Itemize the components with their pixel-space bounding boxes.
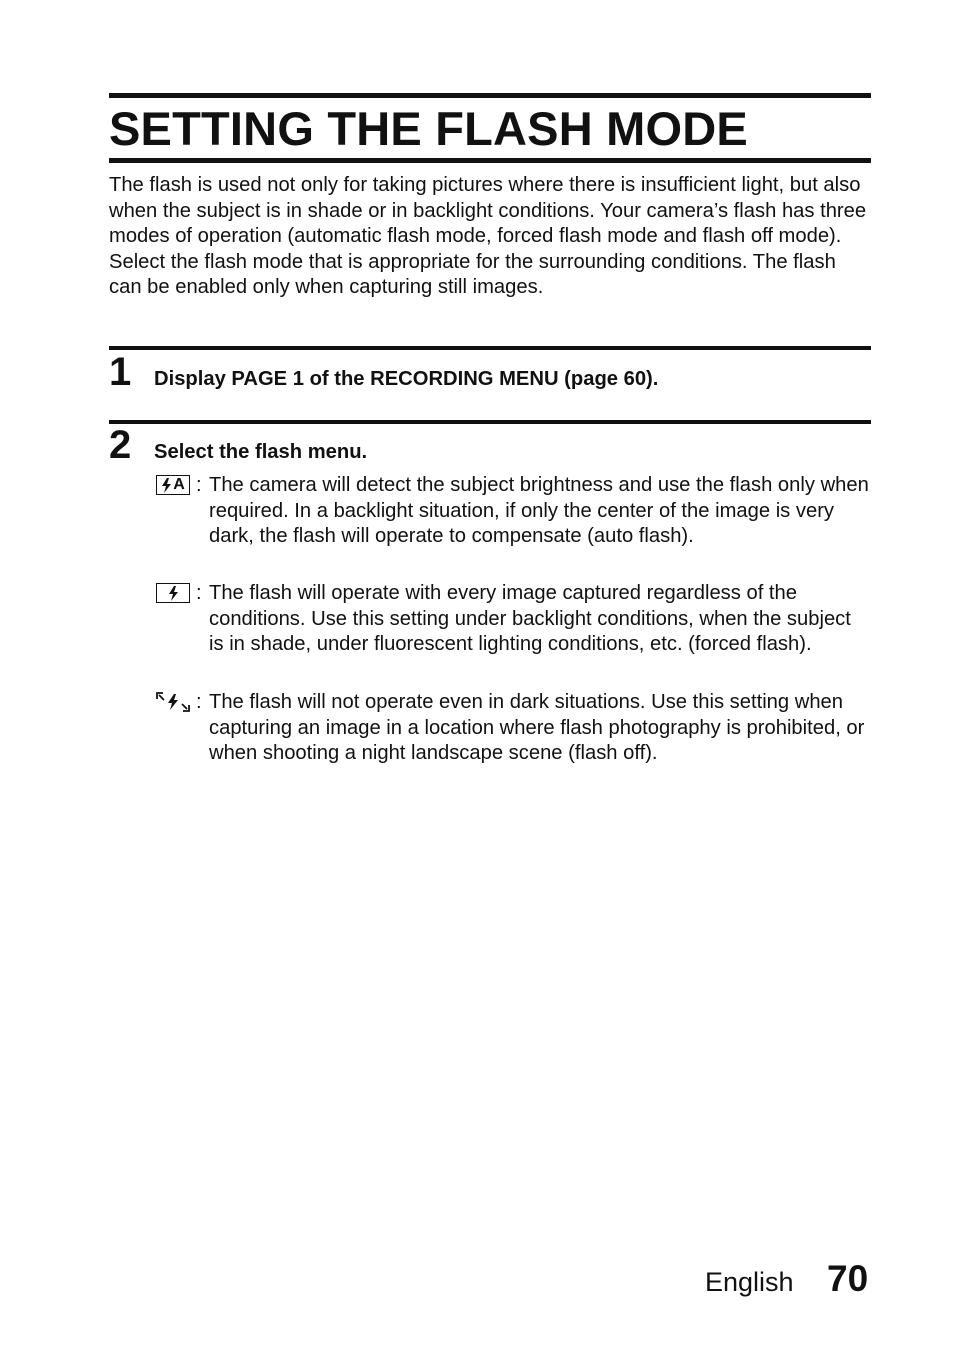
option-auto-flash: [156, 473, 871, 577]
option-auto-flash-text: The camera will detect the subject brightness and use the flash only when required. In a backlight situation, if only the center of the image is very dark, the flash will operate to compensate (auto flash).: [209, 474, 869, 548]
step-1-rule: [109, 346, 871, 350]
page-title: SETTING THE FLASH MODE: [109, 102, 748, 155]
auto-flash-icon-label: A: [173, 476, 185, 493]
page-number: 70: [827, 1258, 869, 1299]
auto-flash-icon: [156, 475, 190, 495]
step-1-text: Display PAGE 1 of the RECORDING MENU (page 60).: [154, 368, 659, 390]
option-forced-flash-text: The flash will operate with every image captured regardless of the conditions. Use this setting under backlight conditions, when the subject is in shade, under fluorescent lighting conditions, etc. (forced flash).: [209, 582, 851, 656]
title-block: [109, 93, 871, 163]
option-flash-off: [156, 690, 871, 770]
forced-flash-icon: [156, 583, 190, 603]
option-forced-flash: [156, 581, 871, 685]
option-colon: :: [196, 582, 202, 604]
step-2-rule: [109, 420, 871, 424]
option-colon: :: [196, 474, 202, 496]
lightning-bolt-icon: [161, 478, 172, 493]
footer-language: English: [705, 1267, 794, 1297]
lightning-bolt-icon: [168, 586, 179, 601]
intro-paragraph: The flash is used not only for taking pictures where there is insufficient light, but also when the subject is in shade or in backlight conditions. Your camera’s flash has three modes of operation (automatic flash mode, forced flash mode and flash off mode). Select the flash mode that is appropriate for the surrounding conditions. The flash can be enabled only when capturing still images.: [109, 174, 867, 299]
step-1-number: 1: [109, 350, 132, 394]
option-colon: :: [196, 691, 202, 713]
option-flash-off-text: The flash will not operate even in dark situations. Use this setting when capturing an image in a location where flash photography is prohibited, or when shooting a night landscape scene (flash off).: [209, 691, 865, 765]
step-2-number: 2: [109, 423, 132, 467]
flash-off-icon-graphic: [156, 692, 190, 712]
step-2-text: Select the flash menu.: [154, 441, 368, 463]
flash-off-icon: [156, 692, 190, 712]
